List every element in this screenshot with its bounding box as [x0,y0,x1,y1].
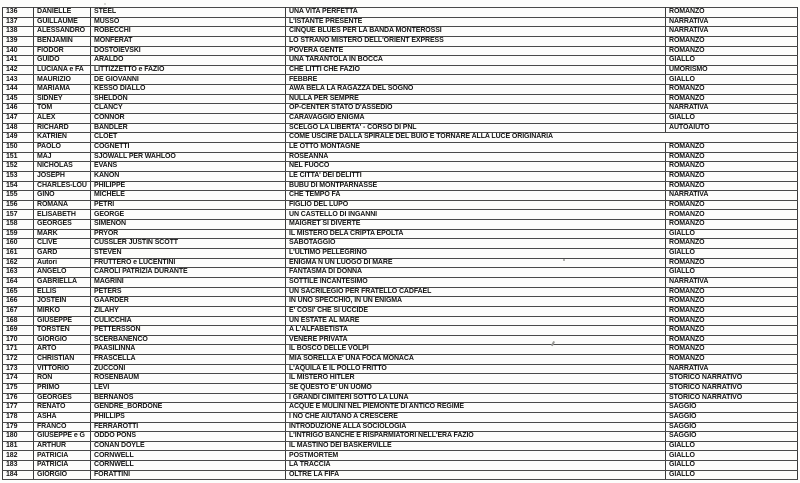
cell-genre: NARRATIVA [666,104,798,114]
cell-last-name: PHILIPPE [91,181,286,191]
cell-genre: GIALLO [666,441,798,451]
table-row [3,17,798,27]
cell-number: 159 [3,229,34,239]
cell-title: L'AQUILA E IL POLLO FRITTO [286,364,666,374]
cell-first-name: ALEX [34,114,91,124]
cell-title: E' COSI' CHE SI UCCIDE [286,306,666,316]
cell-first-name: MARK [34,229,91,239]
cell-first-name: FIODOR [34,46,91,56]
cell-genre: ROMANZO [666,46,798,56]
table-row [3,451,798,461]
cell-title: ROSEANNA [286,152,666,162]
cell-genre: ROMANZO [666,152,798,162]
table-row [3,470,798,480]
cell-number: 137 [3,17,34,27]
cell-title: NULLA PER SEMPRE [286,94,666,104]
cell-number: 138 [3,27,34,37]
table-row [3,297,798,307]
cell-number: 162 [3,258,34,268]
table-row [3,142,798,152]
cell-last-name: STEVEN [91,249,286,259]
cell-first-name: LUCIANA e FA [34,65,91,75]
cell-last-name: BANDLER [91,123,286,133]
cell-genre: SAGGIO [666,432,798,442]
cell-last-name: KANON [91,171,286,181]
cell-title: FIGLIO DEL LUPO [286,200,666,210]
cell-last-name: PETERS [91,287,286,297]
cell-genre: GIALLO [666,451,798,461]
cell-title: IL MASTINO DEI BASKERVILLE [286,441,666,451]
cell-genre: NARRATIVA [666,364,798,374]
cell-title: FEBBRE [286,75,666,85]
cell-first-name: ALESSANDRO [34,27,91,37]
cell-last-name: FERRAROTTI [91,422,286,432]
table-row [3,461,798,471]
cell-number: 161 [3,249,34,259]
cell-title: SCELGO LA LIBERTA' - CORSO DI PNL [286,123,666,133]
cell-last-name: CAROLI PATRIZIA DURANTE [91,268,286,278]
cell-last-name: BERNANOS [91,393,286,403]
cell-genre: ROMANZO [666,171,798,181]
cell-first-name: GIORGIO [34,470,91,480]
cell-title: LE CITTA' DEI DELITTI [286,171,666,181]
cell-number: 136 [3,8,34,18]
cell-number: 183 [3,461,34,471]
cell-genre: SAGGIO [666,403,798,413]
cell-number: 144 [3,85,34,95]
cell-number: 149 [3,133,34,143]
cell-title: IN UNO SPECCHIO, IN UN ENIGMA [286,297,666,307]
table-row [3,335,798,345]
cell-number: 155 [3,191,34,201]
cell-first-name: MAJ [34,152,91,162]
cell-genre: NARRATIVA [666,191,798,201]
table-row [3,65,798,75]
cell-number: 167 [3,306,34,316]
cell-first-name: ROMANA [34,200,91,210]
table-row [3,171,798,181]
cell-genre: GIALLO [666,56,798,66]
cell-genre: GIALLO [666,229,798,239]
cell-number: 139 [3,36,34,46]
cell-last-name: ROBECCHI [91,27,286,37]
cell-number: 173 [3,364,34,374]
cell-first-name: JOSTEIN [34,297,91,307]
cell-title: AWA BELA LA RAGAZZA DEL SOGNO [286,85,666,95]
table-row [3,56,798,66]
book-list-table [2,7,798,480]
cell-last-name: PRYOR [91,229,286,239]
cell-title: UN CASTELLO DI INGANNI [286,210,666,220]
cell-title: POSTMORTEM [286,451,666,461]
cell-first-name: GINO [34,191,91,201]
cell-title: IL MISTERO HITLER [286,374,666,384]
cell-first-name: GUILLAUME [34,17,91,27]
cell-first-name: RICHARD [34,123,91,133]
cell-first-name: VITTORIO [34,364,91,374]
table-row [3,36,798,46]
cell-title: VENERE PRIVATA [286,335,666,345]
cell-first-name: ELLIS [34,287,91,297]
cell-title: UNA VITA PERFETTA [286,8,666,18]
cell-number: 152 [3,162,34,172]
cell-last-name: CULICCHIA [91,316,286,326]
cell-last-name: GEORGE [91,210,286,220]
cell-first-name: MARIAMA [34,85,91,95]
cell-last-name: GENDRE_BORDONE [91,403,286,413]
cell-last-name: DOSTOIEVSKI [91,46,286,56]
cell-last-name: ODDO PONS [91,432,286,442]
cell-genre: ROMANZO [666,142,798,152]
cell-genre: ROMANZO [666,345,798,355]
cell-title: IL MISTERO DELA CRIPTA EPOLTA [286,229,666,239]
cell-first-name: GABRIELLA [34,277,91,287]
cell-first-name: ARTHUR [34,441,91,451]
cell-first-name: ELISABETH [34,210,91,220]
cell-last-name: LITTIZZETTO e FAZIO [91,65,286,75]
cell-genre: ROMANZO [666,85,798,95]
cell-last-name: EVANS [91,162,286,172]
cell-number: 179 [3,422,34,432]
table-row [3,162,798,172]
cell-first-name: CHRISTIAN [34,355,91,365]
cell-number: 157 [3,210,34,220]
cell-last-name: CORNWELL [91,451,286,461]
cell-first-name: GIUSEPPE [34,316,91,326]
cell-first-name: TOM [34,104,91,114]
cell-genre: STORICO NARRATIVO [666,393,798,403]
cell-genre: GIALLO [666,268,798,278]
cell-first-name: PATRICIA [34,451,91,461]
table-row [3,133,798,143]
cell-last-name: ZILAHY [91,306,286,316]
cell-number: 146 [3,104,34,114]
cell-number: 142 [3,65,34,75]
cell-last-name: COGNETTI [91,142,286,152]
table-row [3,364,798,374]
cell-number: 170 [3,335,34,345]
cell-first-name: GARD [34,249,91,259]
cell-title: OP-CENTER STATO D'ASSEDIO [286,104,666,114]
cell-last-name: STEEL [91,8,286,18]
cell-title: UN ESTATE AL MARE [286,316,666,326]
cell-last-name: SJOWALL PER WAHLOO [91,152,286,162]
cell-genre: GIALLO [666,75,798,85]
cell-number: 150 [3,142,34,152]
cell-number: 178 [3,412,34,422]
cell-number: 172 [3,355,34,365]
cell-first-name: PRIMO [34,383,91,393]
cell-last-name: CORNWELL [91,461,286,471]
cell-genre: STORICO NARRATIVO [666,383,798,393]
cell-last-name: PAASILINNA [91,345,286,355]
table-row [3,412,798,422]
cell-first-name: ASHA [34,412,91,422]
cell-first-name: FRANCO [34,422,91,432]
cell-genre: GIALLO [666,114,798,124]
cell-title: A L'ALFABETISTA [286,326,666,336]
table-row [3,393,798,403]
table-row [3,229,798,239]
table-row [3,422,798,432]
cell-first-name: TORSTEN [34,326,91,336]
cell-last-name: ROSENBAUM [91,374,286,384]
table-row [3,316,798,326]
cell-genre: ROMANZO [666,355,798,365]
cell-title: LE OTTO MONTAGNE [286,142,666,152]
table-row [3,46,798,56]
cell-last-name: LEVI [91,383,286,393]
cell-number: 153 [3,171,34,181]
cell-last-name: PETTERSSON [91,326,286,336]
cell-genre: ROMANZO [666,297,798,307]
table-row [3,306,798,316]
table-row [3,287,798,297]
cell-title: UN SACRILEGIO PER FRATELLO CADFAEL [286,287,666,297]
table-row [3,277,798,287]
cell-first-name: GUIDO [34,56,91,66]
cell-last-name: MICHELE [91,191,286,201]
cell-last-name: SCERBANENCO [91,335,286,345]
cell-first-name: RENATO [34,403,91,413]
cell-first-name: CHARLES-LOU [34,181,91,191]
cell-genre: ROMANZO [666,287,798,297]
cell-last-name: MONFERAT [91,36,286,46]
cell-number: 141 [3,56,34,66]
cell-number: 158 [3,220,34,230]
table-row [3,383,798,393]
table-row [3,432,798,442]
cell-last-name: CONNOR [91,114,286,124]
cell-first-name: DANIELLE [34,8,91,18]
cell-title: IL BOSCO DELLE VOLPI [286,345,666,355]
table-row [3,8,798,18]
table-row [3,123,798,133]
table-row [3,326,798,336]
table-row [3,220,798,230]
cell-genre: ROMANZO [666,220,798,230]
scan-speck [104,3,106,5]
cell-last-name: CLOET [91,133,286,143]
cell-number: 177 [3,403,34,413]
cell-genre: ROMANZO [666,181,798,191]
cell-title: CHE LITTI CHE FAZIO [286,65,666,75]
cell-genre: ROMANZO [666,335,798,345]
cell-last-name: FRUTTERO e LUCENTINI [91,258,286,268]
cell-last-name: CLANCY [91,104,286,114]
cell-last-name: PHILLIPS [91,412,286,422]
cell-number: 164 [3,277,34,287]
cell-number: 182 [3,451,34,461]
cell-first-name: ANGELO [34,268,91,278]
table-row [3,75,798,85]
cell-genre: ROMANZO [666,162,798,172]
cell-genre: STORICO NARRATIVO [666,374,798,384]
cell-first-name: PATRICIA [34,461,91,471]
cell-genre: NARRATIVA [666,27,798,37]
cell-number: 156 [3,200,34,210]
cell-genre: NARRATIVA [666,277,798,287]
cell-last-name: SHELDON [91,94,286,104]
cell-last-name: MUSSO [91,17,286,27]
cell-first-name: PAOLO [34,142,91,152]
cell-number: 145 [3,94,34,104]
cell-title: POVERA GENTE [286,46,666,56]
cell-genre: UMORISMO [666,65,798,75]
cell-genre: ROMANZO [666,239,798,249]
cell-title: CHE TEMPO FA [286,191,666,201]
cell-title: ACQUE E MULINI NEL PIEMONTE DI ANTICO REGIME [286,403,666,413]
table-row [3,85,798,95]
cell-genre: ROMANZO [666,36,798,46]
table-row [3,94,798,104]
cell-title: MAIGRET SI DIVERTE [286,220,666,230]
cell-genre: ROMANZO [666,200,798,210]
cell-genre: NARRATIVA [666,17,798,27]
table-row [3,210,798,220]
cell-title: BUBU DI MONTPARNASSE [286,181,666,191]
cell-last-name: ZUCCONI [91,364,286,374]
table-row [3,374,798,384]
cell-title: UNA TARANTOLA IN BOCCA [286,56,666,66]
cell-first-name: BENJAMIN [34,36,91,46]
table-row [3,403,798,413]
cell-title: L'INTRIGO BANCHE E RISPARMIATORI NELL'ERA FAZIO [286,432,666,442]
cell-number: 176 [3,393,34,403]
table-row [3,268,798,278]
cell-title: INTRODUZIONE ALLA SOCIOLOGIA [286,422,666,432]
cell-number: 168 [3,316,34,326]
cell-number: 180 [3,432,34,442]
cell-number: 147 [3,114,34,124]
table-row [3,441,798,451]
cell-number: 143 [3,75,34,85]
cell-first-name: GIUSEPPE e G [34,432,91,442]
cell-title: SOTTILE INCANTESIMO [286,277,666,287]
cell-first-name: GEORGES [34,220,91,230]
cell-title: LO STRANO MISTERO DELL'ORIENT EXPRESS [286,36,666,46]
table-row [3,114,798,124]
cell-number: 140 [3,46,34,56]
cell-number: 174 [3,374,34,384]
cell-first-name: ARTO [34,345,91,355]
cell-number: 175 [3,383,34,393]
table-row [3,355,798,365]
cell-number: 169 [3,326,34,336]
cell-first-name: SIDNEY [34,94,91,104]
cell-genre: ROMANZO [666,258,798,268]
table-row [3,27,798,37]
cell-last-name: ARALDO [91,56,286,66]
cell-number: 184 [3,470,34,480]
cell-first-name: GEORGES [34,393,91,403]
cell-genre: AUTOAIUTO [666,123,798,133]
table-row [3,104,798,114]
cell-genre: SAGGIO [666,412,798,422]
cell-first-name: NICHOLAS [34,162,91,172]
cell-last-name: DE GIOVANNI [91,75,286,85]
cell-genre: ROMANZO [666,326,798,336]
cell-genre: GIALLO [666,461,798,471]
cell-last-name: FRASCELLA [91,355,286,365]
cell-first-name: MAURIZIO [34,75,91,85]
table-row [3,345,798,355]
cell-title: MIA SORELLA E' UNA FOCA MONACA [286,355,666,365]
table-row [3,239,798,249]
cell-number: 148 [3,123,34,133]
cell-title: L'ULTIMO PELLEGRINO [286,249,666,259]
cell-number: 160 [3,239,34,249]
cell-title: NEL FUOCO [286,162,666,172]
cell-first-name: JOSEPH [34,171,91,181]
cell-last-name: PETRI [91,200,286,210]
scan-speck [563,259,565,261]
table-row [3,152,798,162]
cell-title: I NO CHE AIUTANO A CRESCERE [286,412,666,422]
cell-first-name: Autori [34,258,91,268]
cell-first-name: CLIVE [34,239,91,249]
cell-number: 165 [3,287,34,297]
cell-title: OLTRE LA FIFA [286,470,666,480]
cell-number: 154 [3,181,34,191]
table-row [3,249,798,259]
cell-last-name: FORATTINI [91,470,286,480]
cell-genre: ROMANZO [666,306,798,316]
cell-genre: SAGGIO [666,422,798,432]
cell-title: FANTASMA DI DONNA [286,268,666,278]
cell-last-name: GAARDER [91,297,286,307]
cell-first-name: KATRIEN [34,133,91,143]
cell-genre: ROMANZO [666,210,798,220]
cell-genre: ROMANZO [666,94,798,104]
cell-number: 171 [3,345,34,355]
cell-title: CINQUE BLUES PER LA BANDA MONTEROSSI [286,27,666,37]
cell-last-name: KESSO DIALLO [91,85,286,95]
cell-title: LA TRACCIA [286,461,666,471]
cell-last-name: CUSSLER JUSTIN SCOTT [91,239,286,249]
cell-first-name: GIORGIO [34,335,91,345]
cell-last-name: CONAN DOYLE [91,441,286,451]
cell-number: 181 [3,441,34,451]
cell-genre: ROMANZO [666,316,798,326]
table-row [3,200,798,210]
cell-number: 151 [3,152,34,162]
cell-title: SE QUESTO E' UN UOMO [286,383,666,393]
cell-title: ENIGMA N UN LUOGO DI MARE [286,258,666,268]
cell-first-name: MIRKO [34,306,91,316]
cell-title: SABOTAGGIO [286,239,666,249]
table-row [3,191,798,201]
book-table-body [3,8,798,480]
table-row [3,181,798,191]
cell-genre: GIALLO [666,249,798,259]
cell-first-name: RON [34,374,91,384]
cell-genre: ROMANZO [666,8,798,18]
cell-last-name: SIMENON [91,220,286,230]
cell-title: COME USCIRE DALLA SPIRALE DEL BUIO E TORNARE ALLA LUCE ORIGINARIA [286,133,798,143]
cell-title: CARAVAGGIO ENIGMA [286,114,666,124]
cell-title: I GRANDI CIMITERI SOTTO LA LUNA [286,393,666,403]
cell-genre: GIALLO [666,470,798,480]
table-row [3,258,798,268]
cell-number: 163 [3,268,34,278]
cell-title: L'ISTANTE PRESENTE [286,17,666,27]
cell-number: 166 [3,297,34,307]
cell-last-name: MAGRINI [91,277,286,287]
